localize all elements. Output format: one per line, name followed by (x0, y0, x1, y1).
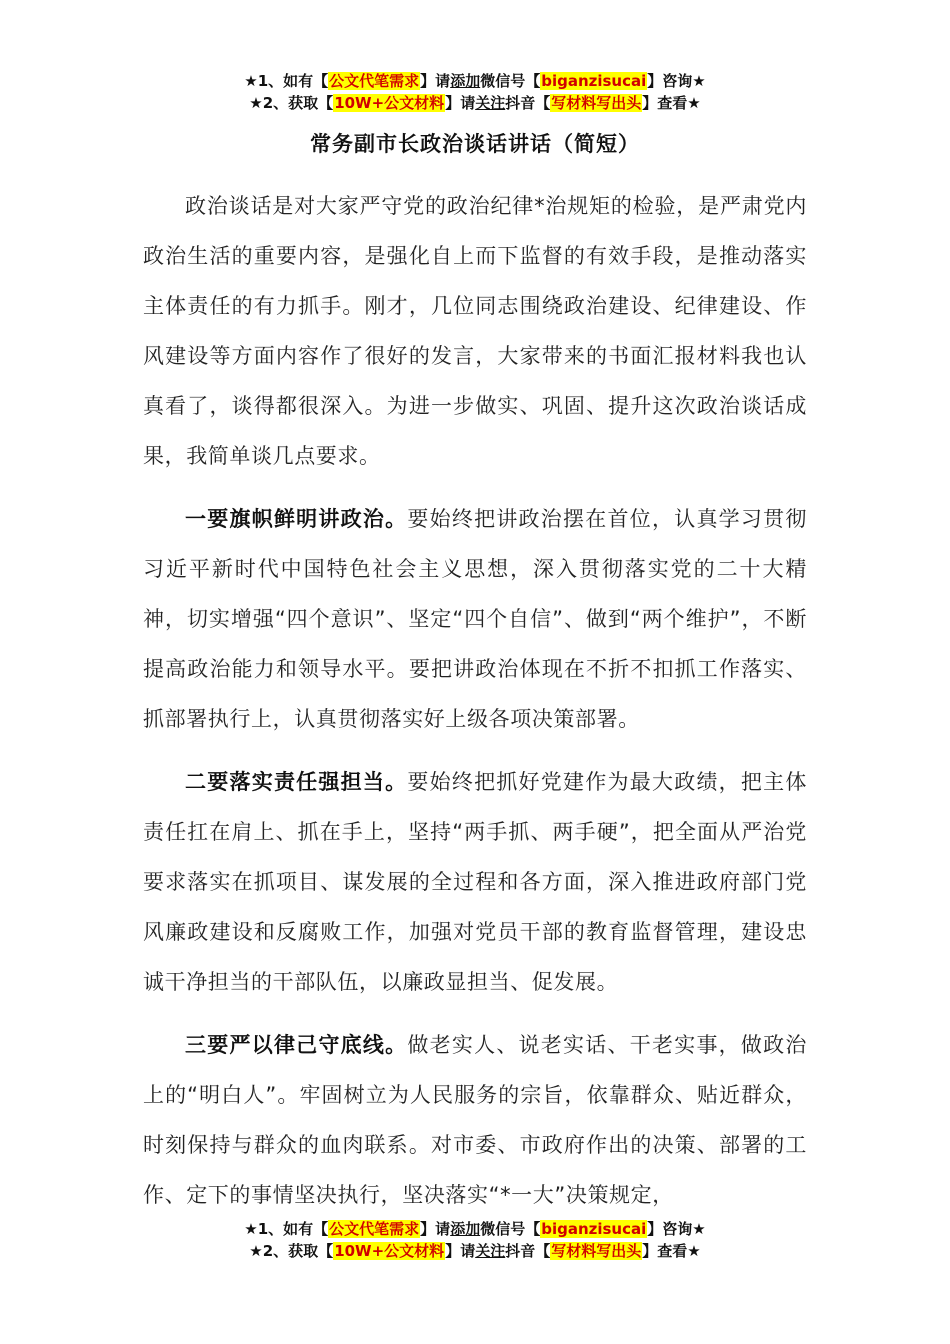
highlight-wechat-id: biganzisucai (541, 1220, 647, 1238)
footer-ad (0, 1218, 950, 1262)
footer-ad-line-2: ★2、获取【10W+公文材料】请关注抖音【写材料写出头】查看★ (249, 1242, 701, 1260)
paragraph-point-2: 二要落实责任强担当。要始终把抓好党建作为最大政绩，把主体责任扛在肩上、抓在手上，坚持“两手抓、两手硬”，把全面从严治党要求落实在抓项目、谋发展的全过程和各方面，深入推进政府部门党风廉政建设和反腐败工作，加强对党员干部的教育监督管理，建设忠诚干净担当的干部队伍，以廉政显担当、促发展。 (143, 770, 807, 994)
header-ad-line-1: ★1、如有【公文代笔需求】请添加微信号【biganzisucai】咨询★ (244, 72, 706, 90)
paragraph-intro: 政治谈话是对大家严守党的政治纪律*治规矩的检验，是严肃党内政治生活的重要内容，是强化自上而下监督的有效手段，是推动落实主体责任的有力抓手。刚才，几位同志围绕政治建设、纪律建设、作风建设等方面内容作了很好的发言，大家带来的书面汇报材料我也认真看了，谈得都很深入。为进一步做实、巩固、提升这次政治谈话成果，我简单谈几点要求。 (143, 194, 807, 468)
footer-ad-line-1: ★1、如有【公文代笔需求】请添加微信号【biganzisucai】咨询★ (244, 1220, 706, 1238)
paragraph-point-1: 一要旗帜鲜明讲政治。要始终把讲政治摆在首位，认真学习贯彻习近平新时代中国特色社会主义思想，深入贯彻落实党的二十大精神，切实增强“四个意识”、坚定“四个自信”、做到“两个维护”，不断提高政治能力和领导水平。要把讲政治体现在不折不扣抓工作落实、抓部署执行上，认真贯彻落实好上级各项决策部署。 (143, 507, 807, 731)
highlight-douyin: 写材料写出头 (551, 1242, 642, 1260)
highlight-materials: 10W+公文材料 (334, 1242, 445, 1260)
paragraph-point-3: 三要严以律己守底线。做老实人、说老实话、干老实事，做政治上的“明白人”。牢固树立为人民服务的宗旨，依靠群众、贴近群众，时刻保持与群众的血肉联系。对市委、市政府作出的决策、部署的工作、定下的事情坚决执行，坚决落实“*一大”决策规定， (143, 1033, 807, 1207)
point-heading: 二要落实责任强担当。 (185, 770, 408, 794)
highlight-service: 公文代笔需求 (329, 72, 420, 90)
document-body (143, 181, 807, 1233)
highlight-wechat-id: biganzisucai (541, 72, 647, 90)
point-heading: 一要旗帜鲜明讲政治。 (185, 507, 408, 531)
highlight-douyin: 写材料写出头 (551, 94, 642, 112)
header-ad-line-2: ★2、获取【10W+公文材料】请关注抖音【写材料写出头】查看★ (249, 94, 701, 112)
header-ad (0, 70, 950, 114)
highlight-service: 公文代笔需求 (329, 1220, 420, 1238)
document-title: 常务副市长政治谈话讲话（简短） (310, 132, 640, 156)
highlight-materials: 10W+公文材料 (334, 94, 445, 112)
point-heading: 三要严以律己守底线。 (185, 1033, 408, 1057)
